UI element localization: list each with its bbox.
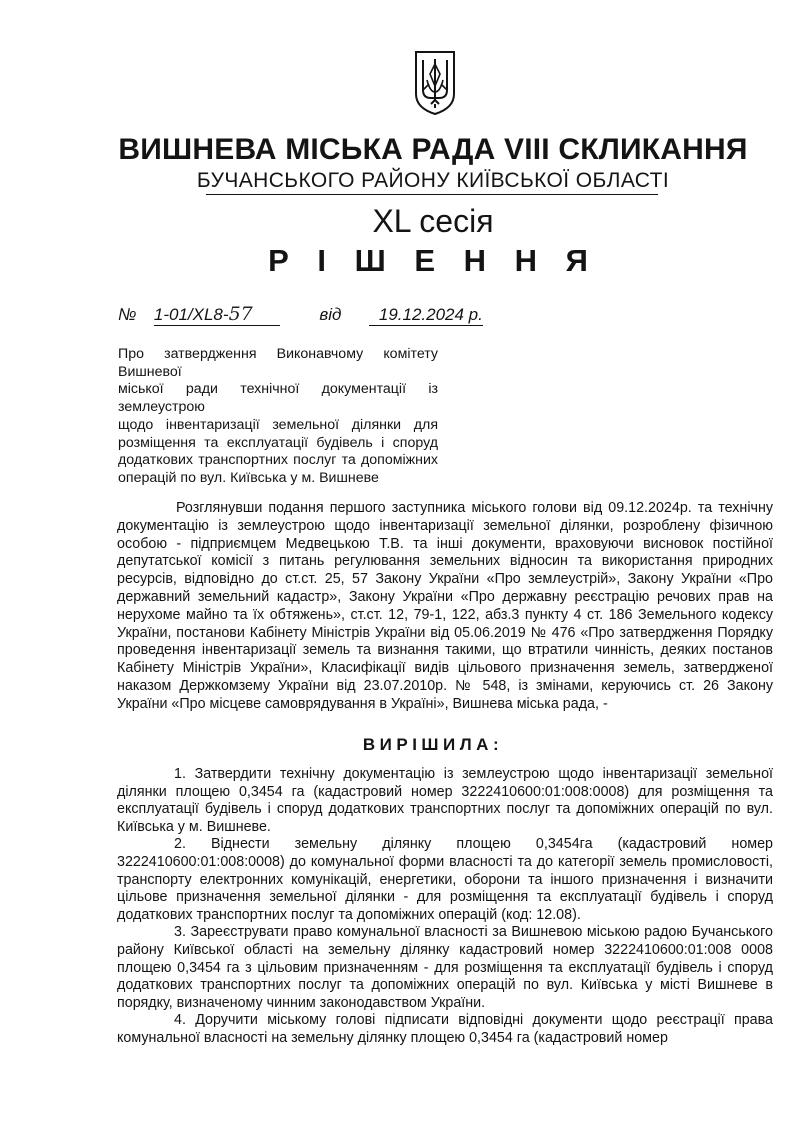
preamble xyxy=(117,500,773,714)
decision-item: 3. Зареєструвати право комунальної власності за Вишневою міською радою Бучанського району Київської області на земельну ділянку кадастровий номер 3222410600:01:008 0008 площею 0,3454 га з цільовим призначенням - для розміщення та експлуатації будівель і споруд додаткових транспортних послуг та допоміжних операцій по вул. Київська у місті Вишневе в порядку, визначеному чинним законодавством України. xyxy=(117,924,773,1011)
resolved-heading: ВИРІШИЛА: xyxy=(362,735,504,754)
subject-line: розміщення та експлуатації будівель і споруд xyxy=(118,434,438,451)
decision-item: 2. Віднести земельну ділянку площею 0,3454га (кадастровий номер 3222410600:01:008:0008) до комунальної форми власності та до категорії земель промисловості, транспорту електронних комунікацій, енергетики, оборони та іншого призначення і визначити цільове призначення земельної ділянки - для розміщення та експлуатації будівель і споруд додаткових транспортних послуг та допоміжних операцій (код: 12.08). xyxy=(117,836,773,923)
preamble-text: Розглянувши подання першого заступника міського голови від 09.12.2024р. та технічну документацію із землеустрою щодо інвентаризації земельної ділянки, розроблену фізичною особою - підприємцем Медвецькою Т.В. та інші документи, враховуючи висновок постійної депутатської комісії з питань регулювання земельних відносин та використання природних ресурсів, відповідно до ст.ст. 25, 57 Закону України «Про землеустрій», Закону України «Про державний земельний кадастр», Закону України «Про державну реєстрацію речових прав на нерухоме майно та їх обтяжень», ст.ст. 12, 79-1, 122, абз.3 пункту 4 ст. 186 Земельного кодексу України, постанови Кабінету Міністрів України від 05.06.2019 № 476 «Про затвердження Порядку проведення інвентаризації земель та визнання такими, що втратили чинність, деяких постанов Кабінету Міністрів України», Класифікації видів цільового призначення земель, затвердженої наказом Держкомзему України від 23.07.2010р. № 548, із змінами, керуючись ст. 26 Закону України «Про місцеве самоврядування в Україні», Вишнева міська рада, - xyxy=(117,500,773,712)
decision-number-prefix: 1-01/XL8- xyxy=(153,305,229,324)
number-label: № xyxy=(118,305,137,324)
header-underline xyxy=(206,194,658,195)
subject-line: додаткових транспортних послуг та допоміжних xyxy=(118,452,438,469)
subject-line: міської ради технічної документації із землеустрою xyxy=(118,381,438,416)
session-title: XL сесія xyxy=(372,203,494,239)
subject-line: Про затвердження Виконавчому комітету Вишневої xyxy=(118,346,438,380)
trident-emblem-icon xyxy=(413,50,457,116)
decision-date: 19.12.2024 р. xyxy=(369,305,483,326)
subject-line: операцій по вул. Київська у м. Вишневе xyxy=(118,469,379,486)
date-label: від xyxy=(319,305,342,324)
decision-number xyxy=(154,303,280,326)
subject-line: щодо інвентаризації земельної ділянки для xyxy=(118,416,438,433)
district-name: БУЧАНСЬКОГО РАЙОНУ КИЇВСЬКОЇ ОБЛАСТІ xyxy=(196,169,670,192)
decision-number-handwritten: 57 xyxy=(228,303,253,325)
decision-number-line xyxy=(118,303,483,326)
decision-item: 1. Затвердити технічну документацію із землеустрою щодо інвентаризації земельної ділянки площею 0,3454 га (кадастровий номер 3222410600:01:008:0008) для розміщення та експлуатації будівель і споруд додаткових транспортних послуг та допоміжних операцій по вул. Київська у м. Вишневе. xyxy=(117,766,773,835)
council-name: ВИШНЕВА МІСЬКА РАДА VIII СКЛИКАННЯ xyxy=(118,133,748,166)
document-type-title: Р І Ш Е Н Н Я xyxy=(268,243,598,278)
decision-item: 4. Доручити міському голові підписати відповідні документи щодо реєстрації права комунальної власності на земельну ділянку площею 0,3454 га (кадастровий номер xyxy=(117,1012,773,1046)
decision-subject xyxy=(118,346,438,488)
decision-items xyxy=(117,766,773,1048)
